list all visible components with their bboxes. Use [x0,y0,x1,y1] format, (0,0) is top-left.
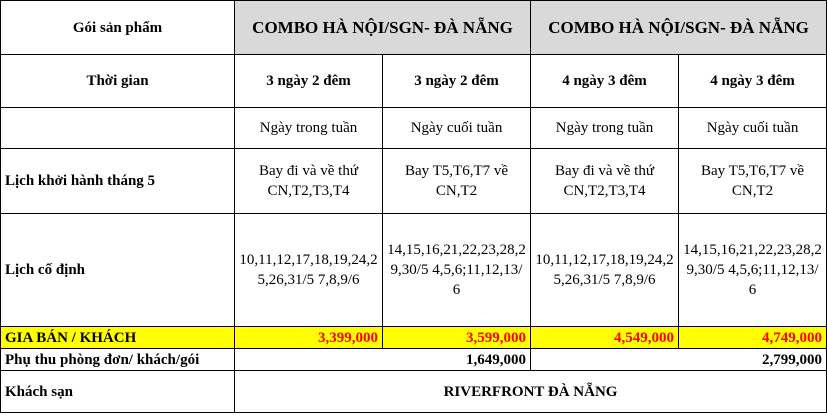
day-type-cell: Ngày trong tuần [531,108,679,149]
surcharge-label: Phụ thu phòng đơn/ khách/gói [1,349,235,371]
day-type-row [1,108,827,149]
fixed-schedule-label: Lịch cố định [1,214,235,327]
day-type-cell: Ngày cuối tuần [383,108,531,149]
surcharge-row [1,349,827,371]
price-row [1,327,827,349]
time-label: Thời gian [1,55,235,108]
combo-header: COMBO HÀ NỘI/SGN- ĐÀ NẴNG [235,1,531,55]
hotel-label: Khách sạn [1,371,235,413]
departure-cell: Bay đi và về thứ CN,T2,T3,T4 [531,149,679,214]
duration-cell: 3 ngày 2 đêm [383,55,531,108]
price-cell: 4,549,000 [531,327,679,349]
product-row [1,1,827,55]
duration-cell: 4 ngày 3 đêm [531,55,679,108]
price-cell: 3,399,000 [235,327,383,349]
duration-cell: 3 ngày 2 đêm [235,55,383,108]
departure-row [1,149,827,214]
empty-cell [1,108,235,149]
price-cell: 3,599,000 [383,327,531,349]
departure-cell: Bay T5,T6,T7 về CN,T2 [679,149,827,214]
combo-header: COMBO HÀ NỘI/SGN- ĐÀ NẴNG [531,1,827,55]
price-label: GIA BÁN / KHÁCH [1,327,235,349]
price-cell: 4,749,000 [679,327,827,349]
surcharge-cell: 1,649,000 [235,349,531,371]
departure-cell: Bay đi và về thứ CN,T2,T3,T4 [235,149,383,214]
hotel-name: RIVERFRONT ĐÀ NẴNG [235,371,827,413]
fixed-schedule-cell: 10,11,12,17,18,19,24,25,26,31/5 7,8,9/6 [531,214,679,327]
duration-cell: 4 ngày 3 đêm [679,55,827,108]
fixed-schedule-cell: 14,15,16,21,22,23,28,29,30/5 4,5,6;11,12,13/6 [679,214,827,327]
surcharge-cell: 2,799,000 [531,349,827,371]
fixed-schedule-cell: 14,15,16,21,22,23,28,29,30/5 4,5,6;11,12,13/6 [383,214,531,327]
fixed-schedule-cell: 10,11,12,17,18,19,24,25,26,31/5 7,8,9/6 [235,214,383,327]
hotel-row [1,371,827,413]
day-type-cell: Ngày cuối tuần [679,108,827,149]
time-row [1,55,827,108]
departure-cell: Bay T5,T6,T7 về CN,T2 [383,149,531,214]
product-label: Gói sản phẩm [1,1,235,55]
day-type-cell: Ngày trong tuần [235,108,383,149]
fixed-schedule-row [1,214,827,327]
departure-label: Lịch khởi hành tháng 5 [1,149,235,214]
